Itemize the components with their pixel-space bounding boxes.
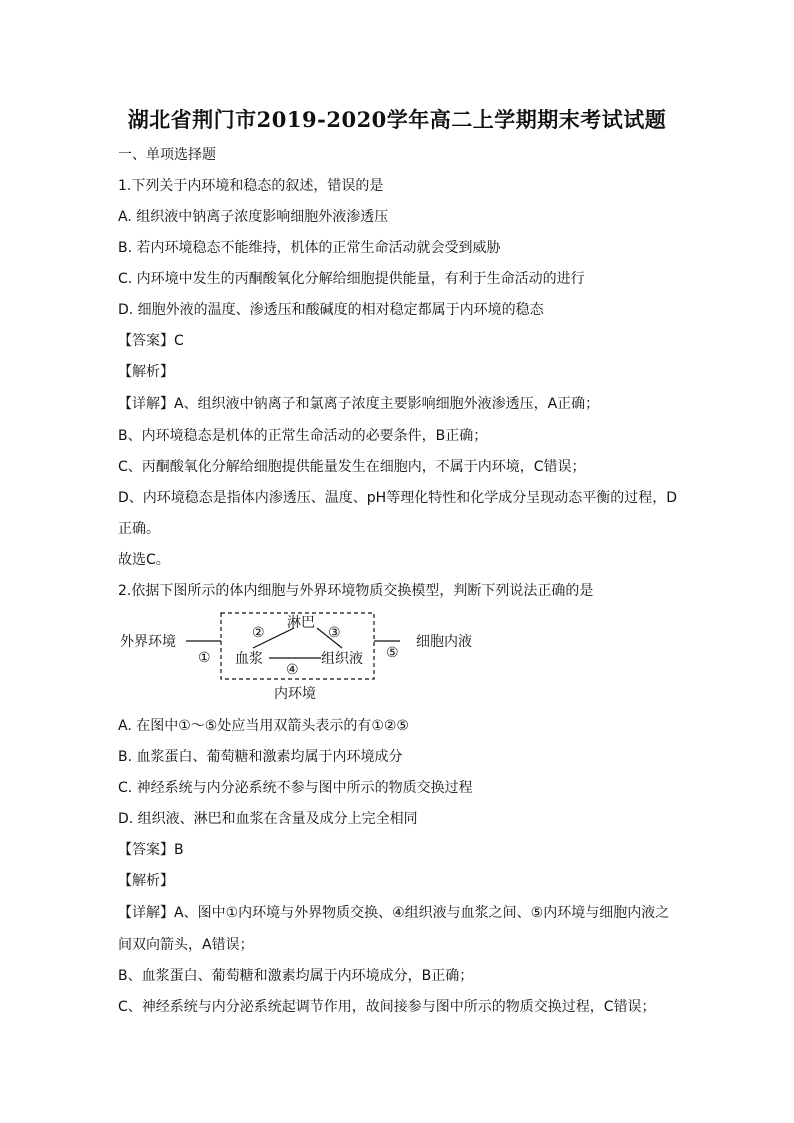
num-5: ⑤ xyxy=(386,645,399,661)
intracellular-label: 细胞内液 xyxy=(416,634,472,650)
q2-stem: 2.依据下图所示的体内细胞与外界环境物质交换模型，判断下列说法正确的是 xyxy=(118,583,594,599)
q1-option-c: C. 内环境中发生的丙酮酸氧化分解给细胞提供能量，有利于生命活动的进行 xyxy=(118,271,585,287)
num-3: ③ xyxy=(328,625,341,641)
q2-analysis-line: 间双向箭头，A错误； xyxy=(118,937,254,953)
q1-option-b: B. 若内环境稳态不能维持，机体的正常生命活动就会受到威胁 xyxy=(118,240,501,256)
internal-env-label: 内环境 xyxy=(274,686,316,702)
tissue-fluid-label: 组织液 xyxy=(321,651,363,667)
num-1: ① xyxy=(198,650,211,666)
page-title: 湖北省荆门市2019-2020学年高二上学期期末考试试题 xyxy=(127,107,667,132)
q1-stem: 1.下列关于内环境和稳态的叙述，错误的是 xyxy=(118,178,384,194)
q1-answer: 【答案】C xyxy=(118,333,184,349)
q2-option-c: C. 神经系统与内分泌系统不参与图中所示的物质交换过程 xyxy=(118,780,473,796)
outside-env-label: 外界环境 xyxy=(120,634,176,650)
lymph-label: 淋巴 xyxy=(287,615,315,631)
q1-analysis-line: D、内环境稳态是指体内渗透压、温度、pH等理化特性和化学成分呈现动态平衡的过程，D xyxy=(118,490,677,506)
q2-analysis-line: B、血浆蛋白、葡萄糖和激素均属于内环境成分，B正确； xyxy=(118,968,474,984)
q2-option-d: D. 组织液、淋巴和血浆在含量及成分上完全相同 xyxy=(118,811,418,827)
section-heading: 一、单项选择题 xyxy=(118,147,216,163)
num-2: ② xyxy=(252,625,265,641)
plasma-label: 血浆 xyxy=(235,651,263,667)
q1-option-d: D. 细胞外液的温度、渗透压和酸碱度的相对稳定都属于内环境的稳态 xyxy=(118,302,544,318)
q1-analysis-line: C、丙酮酸氧化分解给细胞提供能量发生在细胞内，不属于内环境，C错误； xyxy=(118,459,586,475)
q1-option-a: A. 组织液中钠离子浓度影响细胞外液渗透压 xyxy=(118,209,389,225)
q1-analysis-line: 【详解】A、组织液中钠离子和氯离子浓度主要影响细胞外液渗透压，A正确； xyxy=(118,396,600,412)
q1-analysis-line: B、内环境稳态是机体的正常生命活动的必要条件，B正确； xyxy=(118,428,488,444)
q2-answer: 【答案】B xyxy=(118,842,184,858)
exchange-model-diagram xyxy=(118,610,498,705)
q2-analysis-line: 【详解】A、图中①内环境与外界物质交换、④组织液与血浆之间、⑤内环境与细胞内液之 xyxy=(118,905,670,921)
q2-analysis-line: C、神经系统与内分泌系统起调节作用，故间接参与图中所示的物质交换过程，C错误； xyxy=(118,999,656,1015)
q2-analysis-label: 【解析】 xyxy=(118,873,174,889)
q1-conclusion: 故选C。 xyxy=(118,552,170,568)
num-4: ④ xyxy=(286,662,299,678)
q1-analysis-line: 正确。 xyxy=(118,521,160,537)
q2-option-b: B. 血浆蛋白、葡萄糖和激素均属于内环境成分 xyxy=(118,749,403,765)
q1-analysis-label: 【解析】 xyxy=(118,364,174,380)
q2-option-a: A. 在图中①～⑤处应当用双箭头表示的有①②⑤ xyxy=(118,718,409,734)
